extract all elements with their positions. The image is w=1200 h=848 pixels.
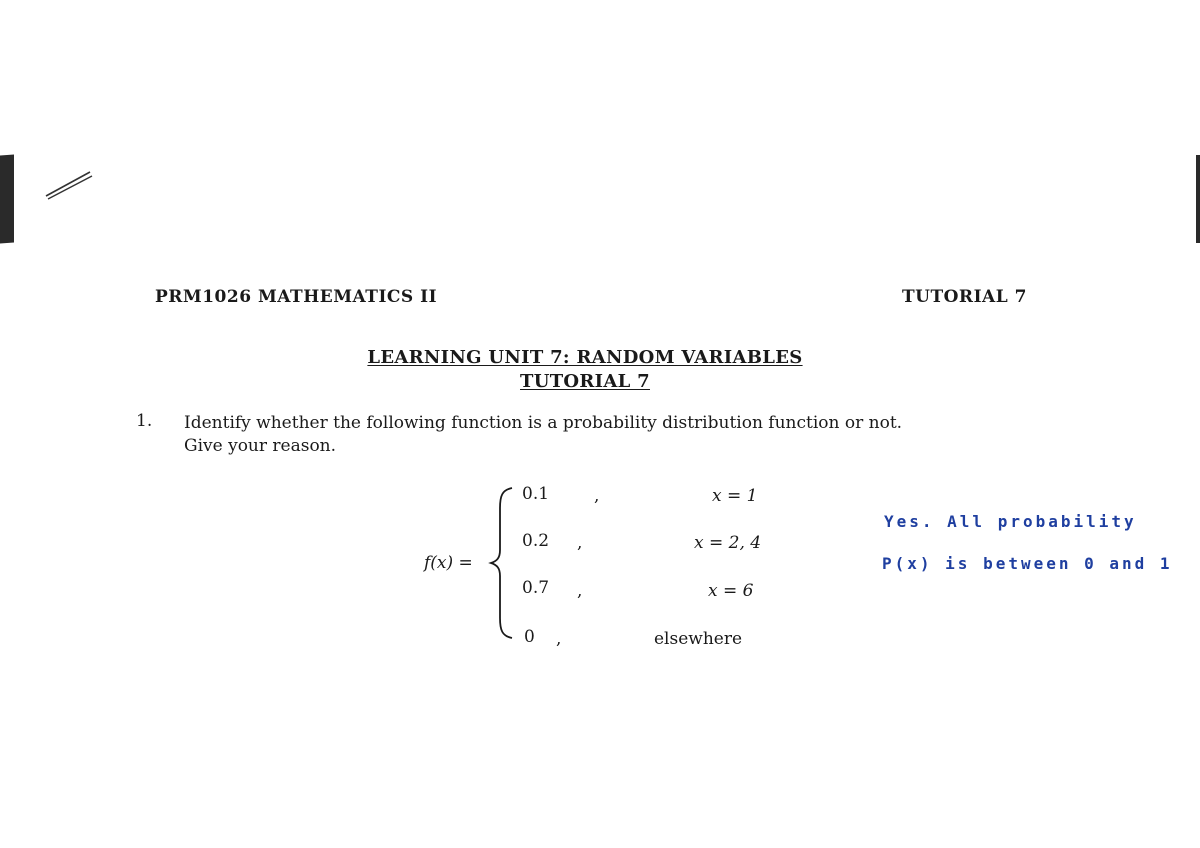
- case-value: 0.7: [522, 578, 550, 598]
- question-instruction: Give your reason.: [184, 436, 337, 456]
- handwritten-answer-line2: P(x) is between 0 and 1: [882, 554, 1173, 573]
- case-value: 0.2: [522, 531, 550, 551]
- unit-title: LEARNING UNIT 7: RANDOM VARIABLES: [367, 347, 803, 368]
- case-condition: x = 1: [712, 486, 758, 506]
- pen-stroke-mark: [44, 166, 94, 200]
- course-code: PRM1026 MATHEMATICS II: [155, 287, 438, 307]
- case-separator: ,: [594, 486, 600, 506]
- question-text: Identify whether the following function is a probability distribution function or not.: [184, 413, 903, 433]
- handwritten-answer-line1: Yes. All probability: [884, 512, 1137, 531]
- case-separator: ,: [556, 629, 562, 649]
- page-edge-shadow-right: [1196, 155, 1200, 243]
- question-number: 1.: [136, 411, 153, 431]
- case-value: 0.1: [522, 484, 550, 504]
- case-separator: ,: [577, 533, 583, 553]
- function-lhs: f(x) =: [424, 553, 473, 573]
- case-condition: x = 6: [708, 581, 754, 601]
- tutorial-tag: TUTORIAL 7: [902, 287, 1027, 307]
- case-condition: x = 2, 4: [694, 533, 762, 553]
- piecewise-brace: [488, 484, 518, 642]
- case-value: 0: [524, 627, 535, 647]
- tutorial-subtitle: TUTORIAL 7: [520, 371, 650, 392]
- case-condition: elsewhere: [654, 629, 743, 649]
- page-edge-shadow-left: [0, 155, 14, 244]
- case-separator: ,: [577, 581, 583, 601]
